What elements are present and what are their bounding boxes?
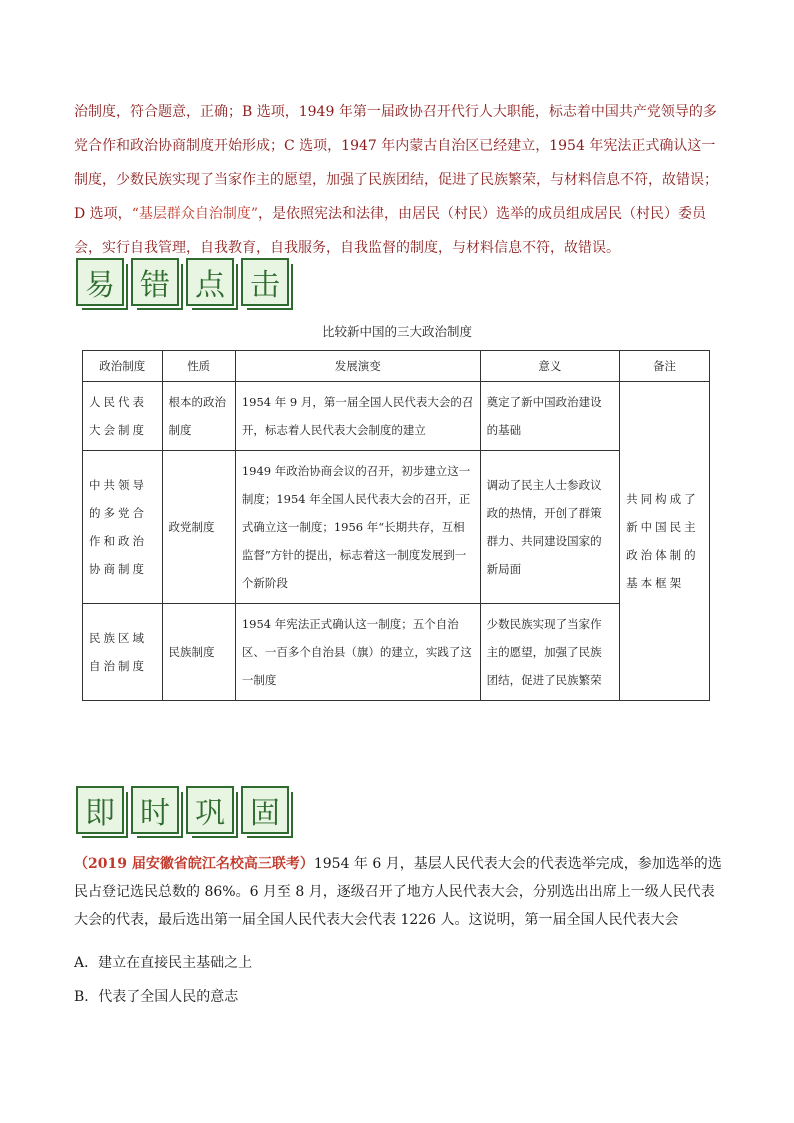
- cell-evolution: 1954 年 9 月，第一届全国人民代表大会的召开，标志着人民代表大会制度的建立: [235, 382, 480, 451]
- cell-system: 人民代表大会制度: [83, 382, 163, 451]
- header-evolution: 发展演变: [235, 351, 480, 382]
- cell-nature: 政党制度: [162, 451, 235, 604]
- cell-evolution: 1949 年政治协商会议的召开，初步建立这一制度；1954 年全国人民代表大会的召开，正式确立这一制度；1956 年“长期共存，互相监督”方针的提出，标志着这一制度发展到一个新阶段: [235, 451, 480, 604]
- cell-evolution: 1954 年宪法正式确认这一制度；五个自治区、一百多个自治县（旗）的建立，实践了这一制度: [235, 604, 480, 701]
- comparison-table: [82, 350, 710, 701]
- table-row: [83, 382, 710, 451]
- table-row: [83, 451, 710, 604]
- cell-system: 中共领导的多党合作和政治协商制度: [83, 451, 163, 604]
- option-a[interactable]: A．建立在直接民主基础之上: [74, 955, 253, 971]
- explanation-text-2: ，是依照宪法和法律，由居民（村民）选举的成员组成居民（村民）委员会，实行自我管理，自我教育，自我服务，自我监督的制度，与材料信息不符，故错误。: [74, 206, 707, 256]
- common-mistakes-banner: [76, 258, 289, 306]
- table-row: [83, 604, 710, 701]
- table-title: 比较新中国的三大政治制度: [321, 324, 472, 339]
- banner-tile: 时: [131, 786, 179, 834]
- practice-banner: [76, 786, 289, 834]
- cell-nature: 民族制度: [162, 604, 235, 701]
- header-significance: 意义: [480, 351, 619, 382]
- header-note: 备注: [620, 351, 710, 382]
- explanation-highlight: “基层群众自治制度”: [131, 206, 259, 222]
- header-system: 政治制度: [83, 351, 163, 382]
- question-text: 1954 年 6 月，基层人民代表大会的代表选举完成，参加选举的选民占登记选民总数的 86%。6 月至 8 月，逐级召开了地方人民代表大会，分别选出出席上一级人民代表大会的代表，最后选出第一届全国人民代表大会代表 1226 人。这说明，第一届全国人民代表大会: [74, 856, 722, 928]
- cell-note: 共同构成了新中国民主政治体制的基本框架: [620, 382, 710, 701]
- table-header-row: [83, 351, 710, 382]
- explanation-text-1: 治制度，符合题意，正确；B 选项，1949 年第一届政协召开代行人大职能，标志着中国共产党领导的多党合作和政治协商制度开始形成；C 选项，1947 年内蒙古自治区已经建立，1954 年宪法正式确认这一制度，少数民族实现了当家作主的愿望，加强了民族团结，促进了民族繁荣，与材料信息不符，故错误；D 选项，: [74, 104, 718, 222]
- cell-system: 民族区域自治制度: [83, 604, 163, 701]
- cell-significance: 奠定了新中国政治建设的基础: [480, 382, 619, 451]
- banner-tile: 即: [76, 786, 124, 834]
- option-b[interactable]: B．代表了全国人民的意志: [74, 989, 239, 1005]
- cell-nature: 根本的政治制度: [162, 382, 235, 451]
- answer-explanation: [74, 95, 724, 265]
- cell-significance: 调动了民主人士参政议政的热情，开创了群策群力、共同建设国家的新局面: [480, 451, 619, 604]
- banner-tile: 易: [76, 258, 124, 306]
- banner-tile: 击: [241, 258, 289, 306]
- cell-significance: 少数民族实现了当家作主的愿望，加强了民族团结，促进了民族繁荣: [480, 604, 619, 701]
- banner-tile: 点: [186, 258, 234, 306]
- banner-tile: 错: [131, 258, 179, 306]
- banner-tile: 固: [241, 786, 289, 834]
- header-nature: 性质: [162, 351, 235, 382]
- banner-tile: 巩: [186, 786, 234, 834]
- question-stem: [74, 850, 724, 934]
- question-source: （2019 届安徽省皖江名校高三联考）: [74, 856, 314, 872]
